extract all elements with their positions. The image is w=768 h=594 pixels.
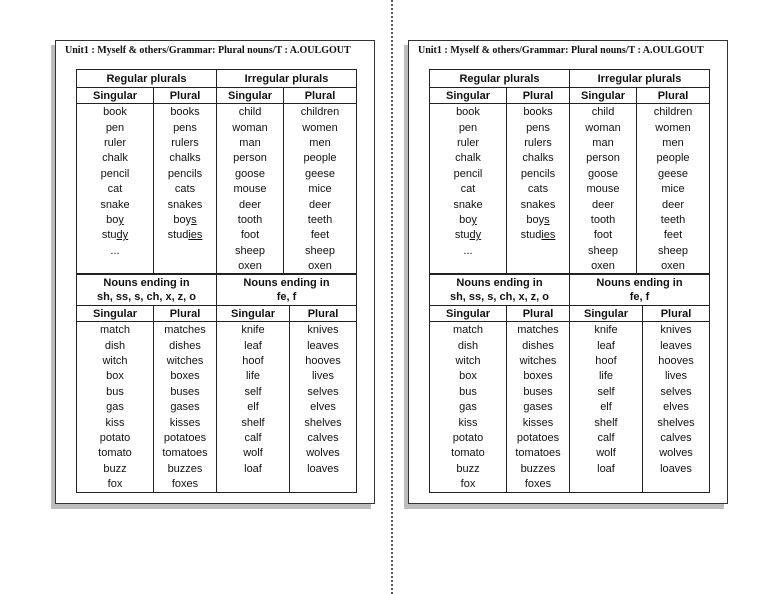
table-row [430, 446, 710, 461]
singular-cell: oxen [217, 259, 284, 275]
singular-cell: self [217, 385, 290, 400]
singular-cell [217, 477, 290, 493]
singular-cell: deer [217, 197, 284, 212]
singular-cell: witch [430, 354, 507, 369]
plural-cell: geese [284, 167, 357, 182]
plural-cell: teeth [637, 213, 710, 228]
plural-cell: oxen [284, 259, 357, 275]
singular-cell: pencil [77, 167, 154, 182]
col-plural: Plural [507, 306, 570, 322]
singular-cell: loaf [570, 462, 643, 477]
plural-cell: pencils [154, 167, 217, 182]
word-stem: bo [106, 213, 119, 226]
singular-cell: knife [217, 322, 290, 339]
worksheet-card-right [408, 40, 728, 504]
plural-cell: boxes [154, 369, 217, 384]
plural-cell: hooves [290, 354, 357, 369]
plural-cell: selves [290, 385, 357, 400]
table-row [77, 182, 357, 197]
regular-plurals-header: Regular plurals [77, 70, 217, 88]
singular-cell: cat [77, 182, 154, 197]
table-row [430, 400, 710, 415]
table-row [430, 104, 710, 121]
plural-cell: geese [637, 167, 710, 182]
col-singular: Singular [217, 306, 290, 322]
table-row [77, 462, 357, 477]
singular-cell: cat [430, 182, 507, 197]
table-row [430, 213, 710, 228]
singular-cell: fox [77, 477, 154, 493]
singular-cell [430, 213, 507, 228]
table-row [77, 151, 357, 166]
word-stem: bo [459, 213, 472, 226]
plural-cell: buses [507, 385, 570, 400]
plural-cell: buses [154, 385, 217, 400]
singular-cell: box [430, 369, 507, 384]
plural-cell [290, 477, 357, 493]
singular-cell: self [570, 385, 643, 400]
singular-cell: hoof [570, 354, 643, 369]
singular-cell: witch [77, 354, 154, 369]
plural-cell: boxes [507, 369, 570, 384]
table-row [77, 431, 357, 446]
plural-cell: dishes [507, 338, 570, 353]
plural-cell: books [507, 104, 570, 121]
group-fe-f-header [570, 274, 710, 306]
col-singular: Singular [77, 306, 154, 322]
singular-cell: leaf [217, 338, 290, 353]
plural-cell: foxes [507, 477, 570, 493]
table-row [430, 244, 710, 259]
table-row [77, 104, 357, 121]
singular-cell: elf [570, 400, 643, 415]
singular-cell: pencil [430, 167, 507, 182]
plural-cell: leaves [290, 338, 357, 353]
plural-cell: tomatoes [507, 446, 570, 461]
singular-cell: ruler [77, 136, 154, 151]
singular-cell: goose [570, 167, 637, 182]
underlined-ending: dy [469, 229, 482, 242]
singular-cell: child [570, 104, 637, 121]
plural-cell: men [284, 136, 357, 151]
regular-irregular-table [429, 69, 710, 275]
table-row [77, 228, 357, 243]
plural-cell: leaves [643, 338, 710, 353]
singular-cell: fox [430, 477, 507, 493]
singular-cell [430, 228, 507, 243]
singular-cell: dish [77, 338, 154, 353]
singular-cell: wolf [217, 446, 290, 461]
col-singular: Singular [430, 306, 507, 322]
plural-cell: wolves [290, 446, 357, 461]
plural-cell: knives [290, 322, 357, 339]
singular-cell: pen [77, 120, 154, 135]
plural-cell: elves [290, 400, 357, 415]
table-row [77, 477, 357, 493]
singular-cell: leaf [570, 338, 643, 353]
singular-cell: mouse [217, 182, 284, 197]
plural-cell: children [284, 104, 357, 121]
singular-cell: gas [77, 400, 154, 415]
plural-cell: books [154, 104, 217, 121]
table-row [77, 213, 357, 228]
underlined-ending: ies [541, 229, 556, 242]
group-sh-ss-header [77, 274, 217, 306]
word-stem: boy [173, 213, 192, 226]
singular-cell: man [570, 136, 637, 151]
singular-cell: foot [217, 228, 284, 243]
singular-cell: dish [430, 338, 507, 353]
col-plural: Plural [154, 88, 217, 104]
table-row [430, 354, 710, 369]
plural-cell: lives [643, 369, 710, 384]
group-header-line: Nouns ending in [456, 276, 543, 289]
plural-cell: potatoes [507, 431, 570, 446]
singular-cell: tooth [570, 213, 637, 228]
col-plural: Plural [507, 88, 570, 104]
underlined-ending: ies [188, 229, 203, 242]
worksheet-title: Unit1 : Myself & others/Grammar: Plural nouns/T : A.OULGOUT [65, 45, 351, 56]
plural-cell [154, 213, 217, 228]
singular-cell: tomato [77, 446, 154, 461]
table-row [430, 136, 710, 151]
table-row [430, 477, 710, 493]
singular-cell: chalk [77, 151, 154, 166]
singular-cell: knife [570, 322, 643, 339]
group-header-endings: fe, f [629, 290, 650, 303]
table-row [430, 197, 710, 212]
plural-cell: dishes [154, 338, 217, 353]
table-row [77, 400, 357, 415]
singular-cell: sheep [217, 244, 284, 259]
nouns-ending-table [76, 273, 357, 493]
plural-cell: loaves [643, 462, 710, 477]
singular-cell: match [77, 322, 154, 339]
table-row [430, 431, 710, 446]
plural-cell: women [637, 120, 710, 135]
plural-cell: children [637, 104, 710, 121]
table-row [430, 415, 710, 430]
table-row [77, 385, 357, 400]
plural-cell [507, 244, 570, 259]
col-plural: Plural [154, 306, 217, 322]
plural-cell: pens [507, 120, 570, 135]
plural-cell: shelves [643, 415, 710, 430]
table-row [77, 136, 357, 151]
plural-cell [643, 477, 710, 493]
singular-cell [77, 213, 154, 228]
group-header-endings: sh, ss, s, ch, x, z, o [96, 290, 197, 303]
nouns-ending-table [429, 273, 710, 493]
plural-cell: elves [643, 400, 710, 415]
plural-cell: hooves [643, 354, 710, 369]
singular-cell: kiss [430, 415, 507, 430]
singular-cell: snake [430, 197, 507, 212]
col-plural: Plural [290, 306, 357, 322]
singular-cell: gas [430, 400, 507, 415]
irregular-plurals-header: Irregular plurals [570, 70, 710, 88]
group-header-endings: sh, ss, s, ch, x, z, o [449, 290, 550, 303]
plural-cell: foxes [154, 477, 217, 493]
plural-cell: gases [507, 400, 570, 415]
singular-cell: man [217, 136, 284, 151]
singular-cell: kiss [77, 415, 154, 430]
word-stem: stu [101, 229, 117, 242]
table-row [430, 369, 710, 384]
plural-cell: kisses [154, 415, 217, 430]
singular-cell: loaf [217, 462, 290, 477]
singular-cell: potato [430, 431, 507, 446]
plural-cell: matches [507, 322, 570, 339]
table-row [430, 228, 710, 243]
plural-cell: sheep [637, 244, 710, 259]
singular-cell: chalk [430, 151, 507, 166]
singular-cell: pen [430, 120, 507, 135]
underlined-ending: s [544, 213, 550, 226]
plural-cell: people [637, 151, 710, 166]
table-row [430, 385, 710, 400]
worksheet-card-left [55, 40, 375, 504]
singular-cell: buzz [77, 462, 154, 477]
underlined-ending: s [191, 213, 197, 226]
page-divider-dotted-line [391, 0, 393, 594]
regular-plurals-header: Regular plurals [430, 70, 570, 88]
singular-cell: shelf [217, 415, 290, 430]
singular-cell: person [217, 151, 284, 166]
table-row [430, 338, 710, 353]
singular-cell: life [570, 369, 643, 384]
singular-cell: buzz [430, 462, 507, 477]
plural-cell: calves [290, 431, 357, 446]
worksheet-title: Unit1 : Myself & others/Grammar: Plural nouns/T : A.OULGOUT [418, 45, 704, 56]
singular-cell: person [570, 151, 637, 166]
plural-cell [507, 228, 570, 243]
col-plural: Plural [637, 88, 710, 104]
col-plural: Plural [643, 306, 710, 322]
singular-cell: box [77, 369, 154, 384]
plural-cell: deer [284, 197, 357, 212]
table-row [77, 338, 357, 353]
plural-cell: feet [637, 228, 710, 243]
plural-cell: witches [507, 354, 570, 369]
plural-cell: loaves [290, 462, 357, 477]
singular-cell: book [430, 104, 507, 121]
underlined-ending: y [118, 213, 124, 226]
group-sh-ss-header [430, 274, 570, 306]
table-row [77, 167, 357, 182]
word-stem: boy [526, 213, 545, 226]
plural-cell: feet [284, 228, 357, 243]
plural-cell: rulers [507, 136, 570, 151]
plural-cell: wolves [643, 446, 710, 461]
plural-cell: deer [637, 197, 710, 212]
plural-cell: chalks [154, 151, 217, 166]
singular-cell: mouse [570, 182, 637, 197]
plural-cell: men [637, 136, 710, 151]
singular-cell: woman [217, 120, 284, 135]
col-singular: Singular [570, 306, 643, 322]
table-row [77, 369, 357, 384]
table-row [77, 446, 357, 461]
plural-cell: selves [643, 385, 710, 400]
col-singular: Singular [430, 88, 507, 104]
singular-cell: child [217, 104, 284, 121]
plural-cell: snakes [154, 197, 217, 212]
plural-cell: cats [154, 182, 217, 197]
singular-cell: tomato [430, 446, 507, 461]
plural-cell [154, 244, 217, 259]
table-row [77, 244, 357, 259]
word-stem: stud [520, 229, 542, 242]
plural-cell: oxen [637, 259, 710, 275]
table-row [77, 322, 357, 339]
group-header-line: Nouns ending in [103, 276, 190, 289]
plural-cell: matches [154, 322, 217, 339]
plural-cell: teeth [284, 213, 357, 228]
plural-cell [154, 228, 217, 243]
singular-cell [570, 477, 643, 493]
plural-cell: potatoes [154, 431, 217, 446]
singular-cell: wolf [570, 446, 643, 461]
group-header-endings: fe, f [276, 290, 297, 303]
table-row [77, 354, 357, 369]
singular-cell [77, 228, 154, 243]
plural-cell: rulers [154, 136, 217, 151]
singular-cell: elf [217, 400, 290, 415]
singular-cell: book [77, 104, 154, 121]
plural-cell: mice [637, 182, 710, 197]
plural-cell: buzzes [154, 462, 217, 477]
plural-cell [507, 213, 570, 228]
singular-cell: bus [77, 385, 154, 400]
singular-cell: tooth [217, 213, 284, 228]
singular-cell: calf [217, 431, 290, 446]
singular-cell: calf [570, 431, 643, 446]
singular-cell: sheep [570, 244, 637, 259]
singular-cell: life [217, 369, 290, 384]
table-row [430, 120, 710, 135]
singular-cell: oxen [570, 259, 637, 275]
singular-cell: ... [430, 244, 507, 259]
table-row [430, 151, 710, 166]
plural-cell: calves [643, 431, 710, 446]
plural-cell: shelves [290, 415, 357, 430]
col-plural: Plural [284, 88, 357, 104]
plural-cell: knives [643, 322, 710, 339]
group-header-line: Nouns ending in [596, 276, 683, 289]
plural-cell: witches [154, 354, 217, 369]
plural-cell: pencils [507, 167, 570, 182]
singular-cell: foot [570, 228, 637, 243]
plural-cell: snakes [507, 197, 570, 212]
plural-cell: tomatoes [154, 446, 217, 461]
plural-cell: lives [290, 369, 357, 384]
plural-cell: gases [154, 400, 217, 415]
plural-cell: pens [154, 120, 217, 135]
irregular-plurals-header: Irregular plurals [217, 70, 357, 88]
plural-cell: cats [507, 182, 570, 197]
group-header-line: Nouns ending in [243, 276, 330, 289]
singular-cell: snake [77, 197, 154, 212]
singular-cell: bus [430, 385, 507, 400]
plural-cell: women [284, 120, 357, 135]
table-row [77, 120, 357, 135]
table-row [430, 462, 710, 477]
singular-cell: goose [217, 167, 284, 182]
plural-cell: sheep [284, 244, 357, 259]
plural-cell: kisses [507, 415, 570, 430]
singular-cell: ... [77, 244, 154, 259]
singular-cell: hoof [217, 354, 290, 369]
plural-cell: mice [284, 182, 357, 197]
singular-cell: woman [570, 120, 637, 135]
table-row [77, 197, 357, 212]
plural-cell: buzzes [507, 462, 570, 477]
table-row [430, 167, 710, 182]
singular-cell: match [430, 322, 507, 339]
word-stem: stud [167, 229, 189, 242]
underlined-ending: dy [116, 229, 129, 242]
plural-cell: people [284, 151, 357, 166]
singular-cell: ruler [430, 136, 507, 151]
singular-cell: potato [77, 431, 154, 446]
singular-cell: shelf [570, 415, 643, 430]
col-singular: Singular [570, 88, 637, 104]
word-stem: stu [454, 229, 470, 242]
plural-cell: chalks [507, 151, 570, 166]
regular-irregular-table [76, 69, 357, 275]
col-singular: Singular [217, 88, 284, 104]
table-row [430, 322, 710, 339]
col-singular: Singular [77, 88, 154, 104]
singular-cell: deer [570, 197, 637, 212]
underlined-ending: y [471, 213, 477, 226]
table-row [430, 182, 710, 197]
table-row [77, 415, 357, 430]
group-fe-f-header [217, 274, 357, 306]
